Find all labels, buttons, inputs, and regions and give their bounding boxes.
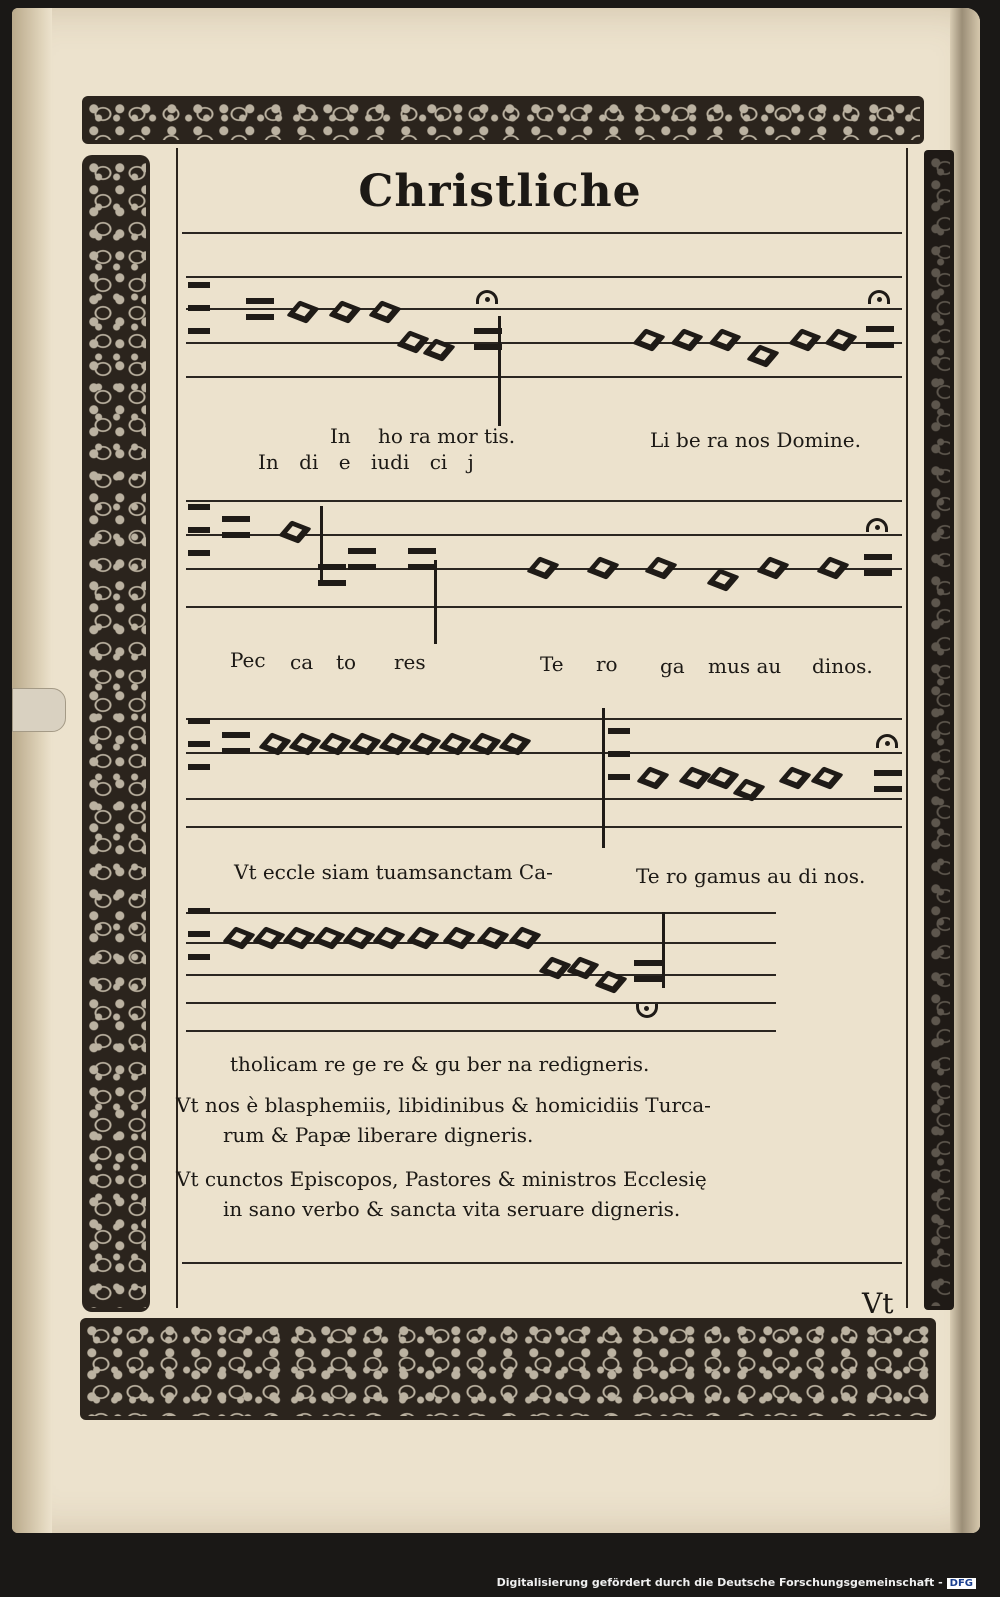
lyric: ho ra mor tis. bbox=[378, 424, 516, 448]
breve-note bbox=[408, 548, 436, 570]
fermata-icon bbox=[636, 1004, 658, 1018]
verse-line: rum & Papæ liberare digneris. bbox=[223, 1123, 534, 1147]
breve-note bbox=[866, 326, 894, 348]
lyric: Pec bbox=[230, 648, 266, 672]
note bbox=[632, 328, 665, 351]
fermata-icon bbox=[876, 734, 898, 748]
bar-line bbox=[434, 560, 437, 644]
page-edges bbox=[950, 8, 980, 1533]
fermata-icon bbox=[868, 290, 890, 304]
note bbox=[368, 300, 401, 323]
bottom-rule bbox=[182, 1262, 902, 1264]
note bbox=[442, 926, 475, 949]
fermata-icon bbox=[866, 518, 888, 532]
breve-note bbox=[222, 516, 250, 538]
note bbox=[538, 956, 571, 979]
verse-1 bbox=[176, 1090, 711, 1150]
clef-icon bbox=[188, 282, 210, 334]
note bbox=[526, 556, 559, 579]
note bbox=[252, 926, 285, 949]
note bbox=[222, 926, 255, 949]
fermata-icon bbox=[476, 290, 498, 304]
dfg-logo: DFG bbox=[947, 1578, 976, 1589]
lyric: Li be ra nos Domine. bbox=[650, 428, 861, 452]
note bbox=[328, 300, 361, 323]
music-staff-1 bbox=[186, 276, 902, 396]
lyric: ro bbox=[596, 652, 618, 676]
page-marker-tab bbox=[12, 688, 66, 732]
note bbox=[824, 328, 857, 351]
note bbox=[508, 926, 541, 949]
clef-icon bbox=[608, 728, 630, 780]
note bbox=[778, 766, 811, 789]
breve-note bbox=[318, 564, 346, 586]
breve-note bbox=[348, 548, 376, 570]
bar-line bbox=[602, 708, 605, 848]
lyric: ga bbox=[660, 654, 685, 678]
note bbox=[312, 926, 345, 949]
bar-line bbox=[498, 316, 501, 426]
note bbox=[706, 766, 739, 789]
clef-icon bbox=[188, 718, 210, 770]
digitization-footer bbox=[497, 1576, 976, 1589]
lyric: In di e iudi ci j bbox=[258, 450, 474, 474]
note bbox=[278, 520, 311, 543]
note bbox=[566, 956, 599, 979]
woodcut-border-bottom bbox=[80, 1318, 936, 1420]
frame-rule-right bbox=[906, 148, 908, 1308]
music-staff-4 bbox=[186, 912, 776, 1032]
footer-text: Digitalisierung gefördert durch die Deutsche Forschungsgemeinschaft - bbox=[496, 1576, 943, 1589]
note bbox=[788, 328, 821, 351]
note bbox=[342, 926, 375, 949]
verse-2 bbox=[176, 1164, 707, 1224]
note bbox=[476, 926, 509, 949]
clef-icon bbox=[188, 908, 210, 960]
lyric: ca bbox=[290, 650, 314, 674]
lyric: mus au bbox=[708, 654, 782, 678]
lyric: In bbox=[330, 424, 351, 448]
woodcut-border-top bbox=[82, 96, 924, 144]
lyric: dinos. bbox=[812, 654, 873, 678]
note bbox=[708, 328, 741, 351]
breve-note bbox=[222, 732, 250, 754]
bar-line bbox=[662, 912, 665, 988]
catchword: Vt bbox=[862, 1287, 894, 1320]
note bbox=[816, 556, 849, 579]
note bbox=[746, 344, 779, 367]
lyric: res bbox=[394, 650, 426, 674]
verse-line: Vt nos è blasphemiis, libidinibus & homicidiis Turca- bbox=[176, 1093, 711, 1117]
breve-note bbox=[874, 770, 902, 792]
lyric: Vt eccle siam tuamsanctam Ca- bbox=[234, 860, 553, 884]
note bbox=[756, 556, 789, 579]
note bbox=[706, 568, 739, 591]
breve-note bbox=[634, 960, 662, 982]
clef-icon bbox=[188, 504, 210, 556]
top-rule bbox=[182, 232, 902, 234]
verse-line: in sano verbo & sancta vita seruare digneris. bbox=[223, 1197, 681, 1221]
page-gutter bbox=[12, 8, 52, 1533]
note bbox=[586, 556, 619, 579]
music-staff-3 bbox=[186, 718, 902, 838]
music-staff-2 bbox=[186, 500, 902, 620]
note bbox=[406, 926, 439, 949]
note bbox=[636, 766, 669, 789]
breve-note bbox=[864, 554, 892, 576]
verse-line: Vt cunctos Episcopos, Pastores & ministros Ecclesię bbox=[176, 1167, 707, 1191]
note bbox=[372, 926, 405, 949]
lyric: to bbox=[336, 650, 357, 674]
breve-note bbox=[246, 298, 274, 320]
lyric: Te ro gamus au di nos. bbox=[636, 864, 866, 888]
note bbox=[286, 300, 319, 323]
note bbox=[670, 328, 703, 351]
lyric: tholicam re ge re & gu ber na redigneris. bbox=[230, 1052, 650, 1076]
lyric: Te bbox=[540, 652, 564, 676]
note bbox=[644, 556, 677, 579]
note bbox=[282, 926, 315, 949]
woodcut-border-right bbox=[924, 150, 954, 1310]
note bbox=[810, 766, 843, 789]
woodcut-border-left bbox=[82, 155, 150, 1312]
page-heading: Christliche bbox=[358, 166, 642, 217]
note bbox=[678, 766, 711, 789]
